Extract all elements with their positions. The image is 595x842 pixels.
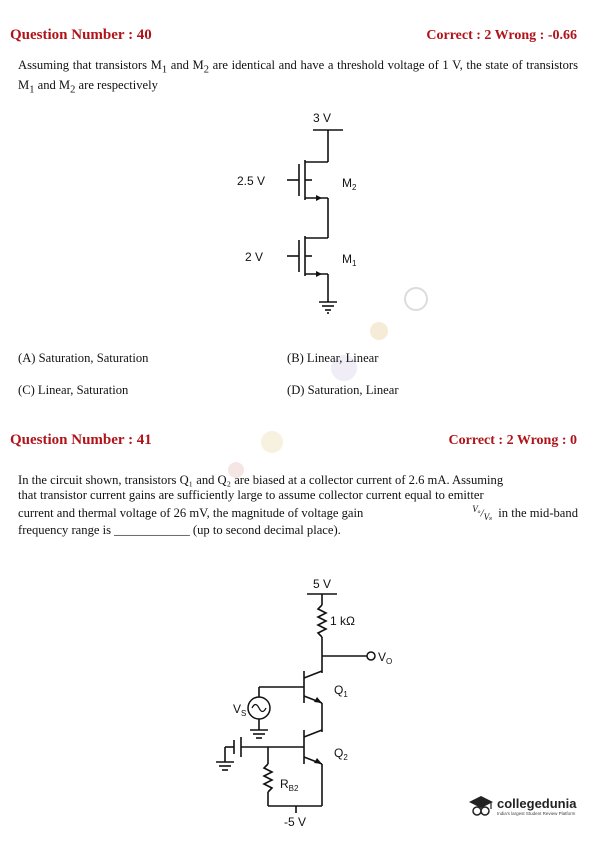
q41-negative-supply-label: -5 V — [284, 815, 307, 829]
q41-rb2-label: $R_{B2}$ — [280, 777, 299, 793]
q40-option-b[interactable]: (B) Linear, Linear — [287, 351, 379, 365]
brand-tagline: India's largest Student Review Platform — [497, 811, 576, 816]
q40-option-c[interactable]: (C) Linear, Saturation — [18, 383, 129, 397]
q41-line-3: current and thermal voltage of 26 mV, the magnitude of voltage gain $^{V_o}/_{V_s}$ in the mid-band — [18, 503, 578, 523]
q40-m1-label: $M_1$ — [342, 252, 357, 268]
q41-gain-fraction: $^{V_o}/_{V_s}$ — [472, 503, 493, 522]
q41-resistor-label: 1 kΩ — [330, 614, 355, 628]
q41-vs-label: $V_S$ — [233, 702, 247, 718]
q40-supply-label: 3 V — [313, 111, 332, 125]
q40-m2-label: $M_2$ — [342, 176, 357, 192]
graduation-cap-icon — [468, 793, 494, 819]
q41-supply-label: 5 V — [313, 577, 332, 591]
q41-marks: Correct : 2 Wrong : 0 — [448, 433, 577, 448]
brand-name: collegedunia — [497, 796, 577, 811]
q40-option-a[interactable]: (A) Saturation, Saturation — [18, 351, 149, 365]
q41-line-2: that transistor current gains are sufficiently large to assume collector current equal to emitter — [18, 488, 484, 502]
q41-answer-blank[interactable]: ____________ — [114, 523, 190, 537]
q40-question-text: Assuming that transistors $M_1$ and $M_2$ are identical and have a threshold voltage of 1 V, the state of transistors $M_1$ and $M_2$ are respectively — [18, 58, 578, 96]
q40-option-d[interactable]: (D) Saturation, Linear — [287, 383, 399, 397]
q41-q2-label: $Q_2$ — [334, 746, 348, 762]
q41-vo-label: $V_O$ — [378, 650, 393, 666]
collegedunia-logo — [468, 793, 576, 819]
q41-q1-label: $Q_1$ — [334, 683, 348, 699]
q40-gate1-label: 2 V — [245, 250, 264, 264]
q41-line-4: frequency range is ____________ (up to second decimal place). — [18, 523, 341, 537]
q40-marks: Correct : 2 Wrong : -0.66 — [426, 28, 577, 43]
q40-number: Question Number : 40 — [10, 27, 152, 43]
q41-line-1: In the circuit shown, transistors Q₁ and Q₂ are biased at a collector current of 2.6 mA. Assuming — [18, 473, 504, 487]
q41-number: Question Number : 41 — [10, 432, 152, 448]
q40-gate2-label: 2.5 V — [237, 174, 266, 188]
